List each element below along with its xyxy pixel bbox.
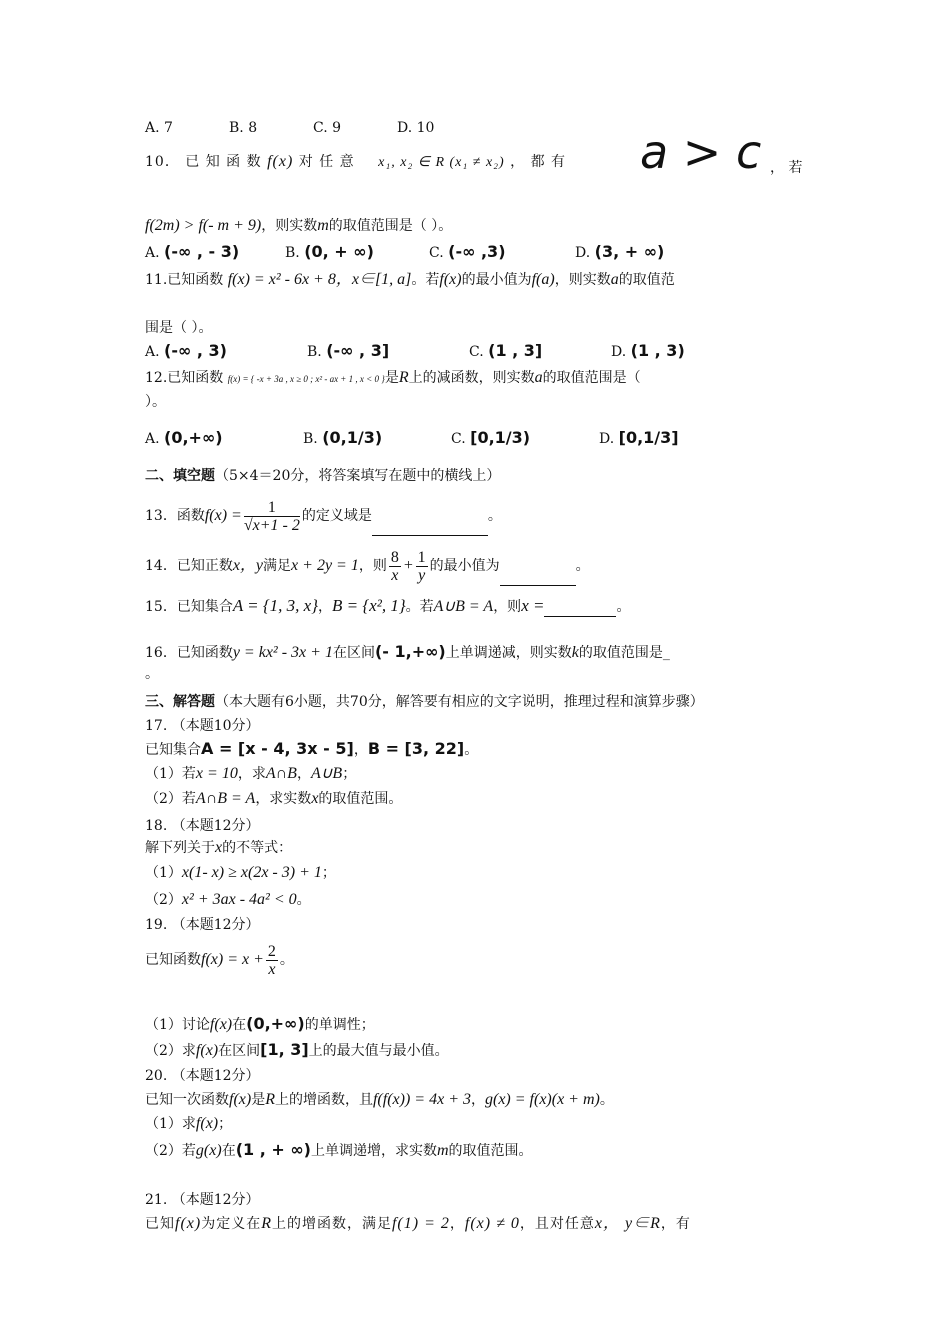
q11-text-5: 的取值范: [618, 272, 675, 288]
q15-answer-blank[interactable]: [544, 606, 616, 617]
q10-m: m: [317, 217, 329, 234]
q20-l1-fx: f(x): [229, 1091, 252, 1108]
q12-text-4: 的取值范围是（: [542, 370, 641, 386]
q11-option-a: A.: [145, 344, 165, 360]
q20-l1-gx: g(x) = f(x)(x + m): [484, 1091, 600, 1108]
q15-number: 15．: [145, 599, 177, 615]
q10-fx: f(x): [267, 153, 294, 170]
q17-line-3: [145, 789, 402, 809]
q12-expr: f(x) = { -x + 3a , x ≥ 0 ; x² - ax + 1 , x < 0 }: [227, 374, 385, 384]
q19-frac-num: 2: [267, 942, 276, 960]
q20-head: 20. （本题12分）: [145, 1068, 260, 1084]
q16-number: 16．: [145, 645, 177, 661]
q10-option-d: D.: [575, 245, 595, 261]
q19-fraction: [266, 943, 278, 978]
q18-l2-text-b: ；: [321, 865, 336, 881]
q19-l2-text-a: （1）讨论: [145, 1017, 210, 1033]
q12-text-2: 是: [384, 370, 399, 386]
q10-text-2: 对 任 意: [298, 154, 355, 170]
q20-l3-text-b: 在: [221, 1143, 236, 1159]
q19-line-1: [145, 940, 294, 980]
section-2-desc: （5×4＝20分，将答案填写在题中的横线上）: [215, 468, 501, 484]
q18-line-3: [145, 890, 311, 910]
q19-head: 19. （本题12分）: [145, 917, 260, 933]
q21-l1-f1: f(1) = 2: [391, 1215, 450, 1232]
q14-cond: x + 2y = 1: [291, 557, 359, 574]
q17-l2-intersection: A∩B: [265, 765, 297, 782]
q20-line-1: [145, 1090, 614, 1110]
q14-text-3: ，则: [358, 558, 387, 574]
q19-l1-text-b: 。: [279, 952, 294, 968]
q10-condition: [145, 216, 452, 236]
q13-fraction: [244, 499, 300, 534]
q12-option-c-value: [0,1/3): [470, 428, 531, 447]
q17-line-1: [145, 739, 478, 760]
q11-fa: f(a): [531, 271, 555, 288]
q19-line-2: [145, 1014, 375, 1035]
q10-option-a: A.: [145, 245, 165, 261]
q17-set-B: B = [3, 22]: [367, 739, 465, 758]
q14-xy: x，y: [232, 557, 264, 574]
q19-l3-interval: [1, 3]: [260, 1040, 309, 1059]
q14-text-5: 。: [575, 558, 590, 574]
q13-text-3: 。: [487, 508, 502, 524]
q13-lhs: f(x) =: [204, 507, 242, 524]
q10-option-c: C.: [429, 245, 449, 261]
q20-l2-text-b: ；: [218, 1116, 233, 1132]
q16-text-3: 上单调递减，则实数: [445, 645, 572, 661]
q15-set-B: B = {x², 1}: [332, 596, 406, 615]
q20-l3-text-c: 上单调递增，求实数: [310, 1143, 437, 1159]
q17-l1-text-b: ，: [353, 742, 368, 758]
q14-answer-blank[interactable]: [500, 571, 576, 586]
q19-l1-text-a: 已知函数: [145, 952, 201, 968]
q12-option-b-value: (0,1/3): [322, 428, 383, 447]
q10-text-4: ， 若: [770, 160, 803, 176]
q21-l1-text-c: 上的增函数，满足: [271, 1216, 392, 1232]
q11-option-b-value: (-∞ , 3]: [326, 341, 390, 360]
q17-line-2: [145, 764, 356, 784]
q20-line-3: [145, 1140, 533, 1161]
q10-option-c-value: (-∞ ,3): [448, 242, 506, 261]
q12-option-a: A.: [145, 431, 165, 447]
q18-l3-text-b: 。: [296, 892, 311, 908]
q14-frac-1-den: x: [391, 566, 399, 584]
q11-number: 11.: [145, 272, 168, 288]
q17-l3-text-a: （2）若: [145, 791, 196, 807]
q20-l1-text-c: 上的增函数，且: [274, 1092, 373, 1108]
q18-head: 18. （本题12分）: [145, 818, 260, 834]
q20-l1-R: R: [265, 1091, 275, 1108]
q12-text-5: ）。: [145, 394, 166, 410]
q12-option-d: D.: [599, 431, 619, 447]
q18-l1-text-b: 的不等式：: [222, 840, 293, 856]
q10-option-b-value: (0, + ∞): [304, 242, 374, 261]
q10-stem: [145, 152, 566, 173]
q17-l2-x: x = 10: [195, 765, 238, 782]
q13-number: 13．: [145, 508, 177, 524]
q10-ruo: [770, 158, 802, 178]
q10-text-5: ，则实数: [261, 218, 318, 234]
section-3-title: 三、解答题: [145, 694, 215, 710]
q20-l3-m: m: [436, 1142, 449, 1159]
q10-option-d-value: (3, + ∞): [594, 242, 665, 261]
q11-text-3: 的最小值为: [461, 272, 532, 288]
q12-a: a: [534, 369, 543, 386]
q18-l3-expr: x² + 3ax - 4a² < 0: [181, 891, 297, 908]
q18-line-2: [145, 863, 336, 883]
q14-text-4: 的最小值为: [429, 558, 500, 574]
q11-text-1: 已知函数: [167, 272, 224, 288]
q12-R: R: [398, 369, 409, 386]
q17-l3-text-b: ，求实数: [255, 791, 312, 807]
q14-text-1: 已知正数: [176, 558, 233, 574]
q18-l2-text-a: （1）: [145, 865, 182, 881]
q10-number: 10．: [145, 154, 180, 170]
q16-text-4: 的取值范围是_: [578, 645, 670, 661]
q20-l3-interval: (1 , + ∞): [235, 1140, 311, 1159]
q15-text-4: 。: [616, 599, 631, 615]
q18-line-1: [145, 838, 292, 858]
q15-set-A: A = {1, 3, x}: [232, 596, 319, 615]
q16-text-1: 已知函数: [176, 645, 233, 661]
q19-line-3: [145, 1040, 449, 1061]
q12-stem: [145, 368, 641, 389]
q15-x: x =: [521, 596, 545, 615]
q21-l1-text-b: 为定义在: [201, 1216, 262, 1232]
q20-l1-text-d: ，: [470, 1092, 485, 1108]
q20-l3-text-d: 的取值范围。: [448, 1143, 533, 1159]
q19-l3-fx: f(x): [195, 1042, 219, 1059]
q11-option-b: B.: [307, 344, 327, 360]
q19-l2-interval: (0,+∞): [246, 1014, 305, 1033]
q9-option-a: A. 7: [145, 120, 173, 136]
q19-l1-expr: f(x) = x +: [201, 951, 264, 968]
q20-l1-text-b: 是: [251, 1092, 266, 1108]
q14: [145, 546, 590, 586]
q19-l2-text-b: 在: [232, 1017, 247, 1033]
q21-l1-vars: x， y∈R: [594, 1215, 661, 1232]
q20-l1-text-e: 。: [599, 1092, 614, 1108]
q21-l1-text-d: ，: [449, 1216, 465, 1232]
q17-l3-expr: A∩B = A: [195, 790, 256, 807]
q14-text-2: 满足: [263, 558, 292, 574]
q15: [145, 596, 630, 617]
q14-frac-2: [416, 549, 428, 584]
q12-option-c: C.: [451, 431, 471, 447]
q21-head: 21. （本题12分）: [145, 1192, 260, 1208]
q11-option-d: D.: [611, 344, 631, 360]
q20-l2-fx: f(x): [195, 1115, 219, 1132]
q17-l2-union: A∪B: [310, 765, 343, 782]
q16-cont: [145, 664, 159, 684]
q21-l1-fx-nonzero: f(x) ≠ 0: [464, 1215, 520, 1232]
q9-option-d: D. 10: [397, 120, 435, 136]
q14-frac-2-den: y: [418, 566, 426, 584]
section-3-heading: [145, 692, 704, 712]
q11-options: [145, 341, 685, 362]
q21-l1-text-a: 已知: [145, 1216, 175, 1232]
q11-option-a-value: (-∞ , 3): [164, 341, 227, 360]
q14-frac-2-num: 1: [417, 548, 426, 566]
q19-l2-text-c: 的单调性；: [304, 1017, 375, 1033]
q12-text-1: 已知函数: [167, 370, 224, 386]
q10-text-1: 已 知 函 数: [185, 154, 262, 170]
q10-big-expr: [640, 125, 762, 179]
q17-l3-text-c: 的取值范围。: [318, 791, 403, 807]
q13-answer-blank[interactable]: [372, 521, 488, 536]
q21-line-1: [145, 1214, 691, 1234]
q11-text-6: 围是（ ）。: [145, 320, 213, 336]
q15-text-3: ，则: [493, 599, 522, 615]
q18-l2-expr: x(1- x) ≥ x(2x - 3) + 1: [181, 864, 322, 881]
q21-l1-R: R: [261, 1215, 272, 1232]
q12-number: 12.: [145, 370, 168, 386]
q20-l3-text-a: （2）若: [145, 1143, 196, 1159]
q19-l3-text-b: 在区间: [218, 1043, 261, 1059]
q17-l2-text-d: ；: [342, 766, 357, 782]
q21-l1-fx: f(x): [175, 1215, 202, 1232]
q20-l2-text-a: （1）求: [145, 1116, 196, 1132]
section-2-title: 二、填空题: [145, 468, 215, 484]
q20-l1-text-a: 已知一次函数: [145, 1092, 229, 1108]
q20-line-2: [145, 1114, 232, 1134]
section-2-heading: [145, 466, 500, 486]
q16-interval: (- 1,+∞): [374, 642, 446, 661]
q20-l3-gx: g(x): [195, 1142, 222, 1159]
q10-option-a-value: (-∞ , - 3): [164, 242, 240, 261]
q11-text-4: ，则实数: [554, 272, 611, 288]
q13-frac-den: √x+1 - 2: [243, 516, 300, 534]
q19-l2-fx: f(x): [209, 1016, 233, 1033]
q10-cond: f(2m) > f(- m + 9): [145, 217, 262, 234]
q19-l3-text-c: 上的最大值与最小值。: [308, 1043, 449, 1059]
q13-text-2: 的定义域是: [301, 508, 372, 524]
q9-option-c: C. 9: [313, 120, 342, 136]
q14-frac-1-num: 8: [390, 548, 399, 566]
q11-a: a: [610, 271, 619, 288]
q20-l1-expr: f(f(x)) = 4x + 3: [372, 1091, 471, 1108]
q17-l1-text-a: 已知集合: [145, 742, 201, 758]
q10-options: [145, 242, 664, 263]
q12-stem-cont: [145, 392, 166, 412]
q13: [145, 496, 502, 536]
q16-k: k: [571, 644, 579, 661]
q15-sep: ，: [318, 599, 333, 615]
q13-frac-num: 1: [244, 499, 300, 517]
q11-option-c: C.: [469, 344, 489, 360]
q11-option-d-value: (1 , 3): [630, 341, 685, 360]
q15-text-2: 。若: [405, 599, 434, 615]
q16-text-5: 。: [145, 666, 159, 682]
q11-fx: f(x): [439, 271, 462, 288]
q16: [145, 642, 670, 663]
q10-vars: x₁, x₂ ∈ R (x₁ ≠ x₂): [378, 155, 505, 170]
q14-frac-1: [389, 549, 401, 584]
q14-number: 14．: [145, 558, 177, 574]
q21-l1-text-f: ，有: [660, 1216, 691, 1232]
q11-text-2: 。若: [411, 272, 440, 288]
q21-l1-text-e: ，且对任意: [519, 1216, 595, 1232]
q12-option-b: B.: [303, 431, 323, 447]
q16-text-2: 在区间: [332, 645, 375, 661]
section-3-desc: （本大题有6小题，共70分，解答要有相应的文字说明，推理过程和演算步骤）: [215, 694, 704, 710]
q10-text-3: ， 都 有: [510, 154, 567, 170]
q10-text-6: 的取值范围是（ ）。: [328, 218, 453, 234]
q18-l3-text-a: （2）: [145, 892, 182, 908]
q15-cond: A∪B = A: [433, 598, 494, 615]
q17-l3-x: x: [311, 790, 319, 807]
q9-options: [145, 118, 434, 138]
q11-stem: [145, 270, 675, 290]
q15-text-1: 已知集合: [176, 599, 233, 615]
q12-options: [145, 428, 679, 449]
q19-l3-text-a: （2）求: [145, 1043, 196, 1059]
q16-expr: y = kx² - 3x + 1: [232, 644, 333, 661]
q13-text-1: 函数: [176, 508, 205, 524]
q17-l1-text-c: 。: [464, 742, 479, 758]
q17-l2-text-b: ，求: [237, 766, 266, 782]
q10-big: a > c: [640, 125, 762, 179]
q17-set-A: A = [x - 4, 3x - 5]: [201, 739, 354, 758]
q17-head: 17. （本题10分）: [145, 718, 260, 734]
q9-option-b: B. 8: [229, 120, 258, 136]
q11-expr: f(x) = x² - 6x + 8，x∈[1, a]: [227, 271, 412, 288]
q10-option-b: B.: [285, 245, 305, 261]
q18-l1-x: x: [215, 839, 223, 856]
q11-option-c-value: (1 , 3]: [488, 341, 543, 360]
q12-option-d-value: [0,1/3]: [618, 428, 679, 447]
q12-option-a-value: (0,+∞): [164, 428, 223, 447]
q17-l2-text-c: ，: [296, 766, 311, 782]
q19-frac-den: x: [268, 960, 276, 978]
q14-plus: +: [402, 557, 414, 574]
q17-l2-text-a: （1）若: [145, 766, 196, 782]
q11-stem-cont: [145, 318, 212, 338]
q12-text-3: 上的减函数，则实数: [408, 370, 535, 386]
q18-l1-text-a: 解下列关于: [145, 840, 215, 856]
